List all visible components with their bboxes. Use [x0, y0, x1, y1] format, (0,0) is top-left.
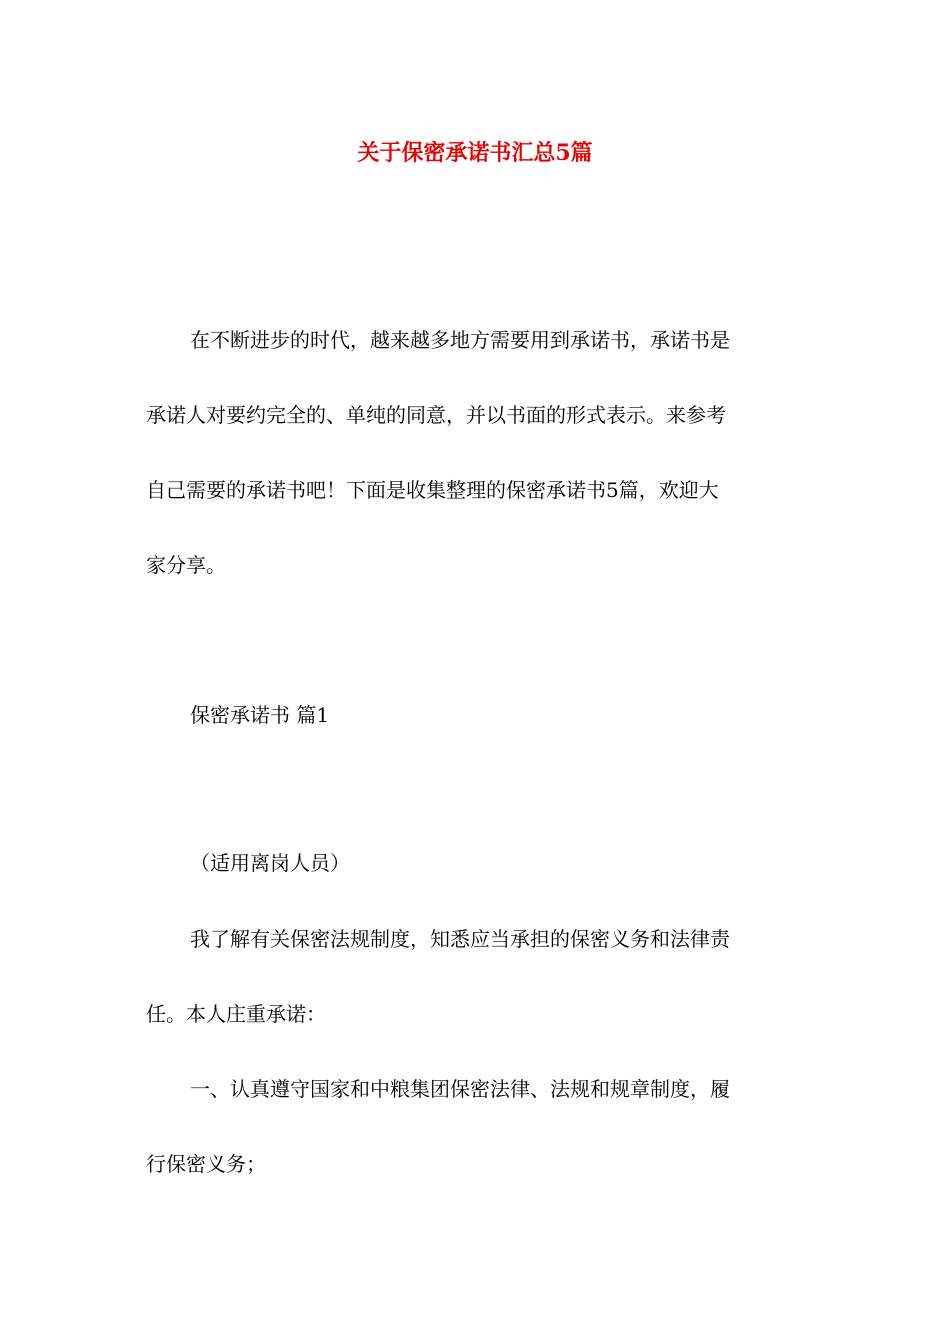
- page-title: 关于保密承诺书汇总5篇: [357, 140, 593, 166]
- intro-line-3: 自己需要的承诺书吧！下面是收集整理的保密承诺书5篇，欢迎大: [146, 478, 719, 502]
- intro-line-2: 承诺人对要约完全的、单纯的同意，并以书面的形式表示。来参考: [146, 403, 726, 427]
- clause-one-line-2: 行保密义务；: [146, 1152, 266, 1176]
- intro-line-4: 家分享。: [146, 553, 226, 577]
- applicability-note: （适用离岗人员）: [190, 851, 350, 875]
- clause-one-line-1: 一、认真遵守国家和中粮集团保密法律、法规和规章制度，履: [190, 1077, 730, 1101]
- commitment-line-2: 任。本人庄重承诺：: [146, 1002, 326, 1026]
- intro-line-1: 在不断进步的时代，越来越多地方需要用到承诺书，承诺书是: [190, 328, 730, 352]
- section-heading: 保密承诺书 篇1: [190, 703, 330, 727]
- commitment-line-1: 我了解有关保密法规制度，知悉应当承担的保密义务和法律责: [190, 927, 730, 951]
